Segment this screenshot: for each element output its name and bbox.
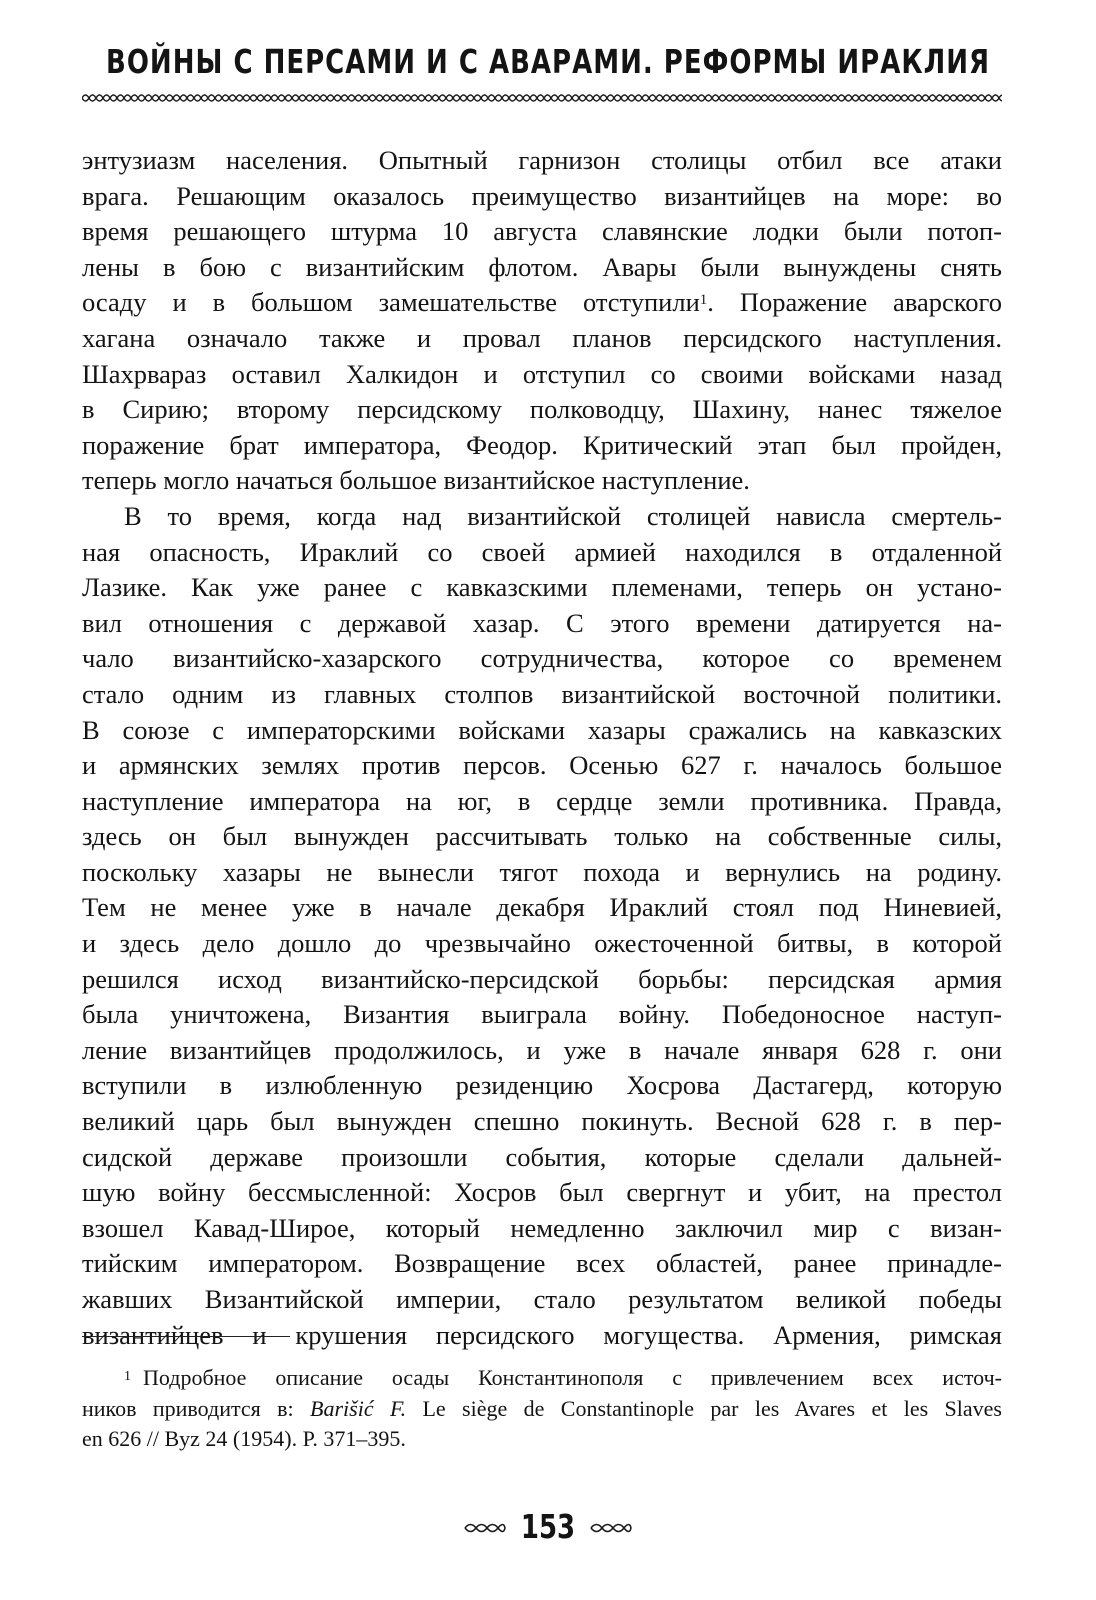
text-line: взошел Кавад-Широе, который немедленно заключил мир с визан- [82,1212,1002,1243]
text-line: и здесь дело дошло до чрезвычайно ожесточенной битвы, в которой [82,928,1002,959]
page-footer [0,1510,1096,1546]
page-number: 153 [520,1509,576,1547]
text-line: в Сирию; второму персидскому полководцу, Шахину, нанес тяжелое [82,394,1002,425]
text-line: В то время, когда над византийской столицей нависла смертель- [124,500,1002,531]
text-line: теперь могло начаться большое византийское наступление. [82,465,750,496]
text-line: и армянских землях против персов. Осенью 627 г. началось большое [82,750,1002,781]
text-segment: . Поражение аварского [707,287,1002,318]
text-line: чало византийско-хазарского сотрудничества, которое со временем [82,643,1002,674]
text-line: великий царь был вынужден спешно покинуть. Весной 628 г. в пер- [82,1106,1002,1137]
text-line: жавших Византийской империи, стало результатом великой победы [82,1284,1002,1314]
text-line: стало одним из главных столпов византийской восточной политики. [82,678,1002,709]
text-line: Шахрвараз оставил Халкидон и отступил со своими войсками назад [82,358,1002,389]
text-line: В союзе с императорскими войсками хазары сражались на кавказских [82,714,1002,745]
text-segment: осаду и в большом замешательстве отступили [82,287,700,318]
text-line: Лазике. Как уже ранее с кавказскими племенами, теперь он устано- [82,572,1002,603]
text-line: тийским императором. Возвращение всех областей, ранее принадле- [82,1248,1002,1279]
text-line: ная опасность, Ираклий со своей армией находился в отдаленной [82,536,1002,567]
text-line: энтузиазм населения. Опытный гарнизон столицы отбил все атаки [82,145,1002,175]
text-segment: ников приводится в: [82,1395,311,1421]
footnote-line: en 626 // Byz 24 (1954). P. 371–395. [82,1426,406,1451]
text-line: наступление императора на юг, в сердце земли противника. Правда, [82,785,1002,816]
text-line: решился исход византийско-персидской борьбы: персидская армия [82,963,1002,994]
text-line: Тем не менее уже в начале декабря Ираклий стоял под Ниневией, [82,892,1002,923]
text-line: византийцев и крушения персидского могущества. Армения, римская [82,1319,1002,1350]
footnote-reference: 1 [699,292,708,309]
footnote-line [82,1394,1002,1425]
text-line: вил отношения с державой хазар. С этого времени датируется на- [82,607,1002,638]
text-segment: Подробное описание осады Константинополя с привлечением всех источ- [143,1365,1002,1390]
text-line: лены в бою с византийским флотом. Авары были вынуждены снять [82,251,1002,282]
header-ornament-rule [82,92,1002,104]
text-line: сидской державе произошли события, которые сделали дальней- [82,1141,1002,1172]
footer-ornament-right-icon [589,1521,633,1535]
paragraph-2 [82,499,1002,1353]
footer-ornament-left-icon [463,1521,507,1535]
text-line: здесь он был вынужден рассчитывать только на собственные силы, [82,821,1002,852]
text-line: поскольку хазары не вынесли тягот похода и вернулись на родину. [82,856,1002,887]
citation-author: Barišić F. [310,1395,407,1421]
footnote-separator [82,1336,290,1337]
text-line: поражение брат императора, Феодор. Критический этап был пройден, [82,429,1002,460]
footnote [82,1363,1002,1455]
footnote-line [82,1363,1002,1394]
main-text [82,143,1002,1353]
text-line: была уничтожена, Византия выиграла войну. Победоносное наступ- [82,999,1002,1030]
running-head: ВОЙНЫ С ПЕРСАМИ И С АВАРАМИ. РЕФОРМЫ ИРАКЛИЯ [106,44,990,82]
footnote-marker: 1 [124,1369,131,1384]
text-line: время решающего штурма 10 августа славянские лодки были потоп- [82,216,1002,247]
text-line: вступили в излюбленную резиденцию Хосрова Дастагерд, которую [82,1070,1002,1101]
text-line: врага. Решающим оказалось преимущество византийцев на море: во [82,180,1002,211]
text-line: шую войну бессмысленной: Хосров был свергнут и убит, на престол [82,1177,1002,1208]
paragraph-1 [82,143,1002,499]
text-line-with-footnote [82,285,1002,321]
text-line: хагана означало также и провал планов персидского наступления. [82,322,1002,353]
text-line: ление византийцев продолжилось, и уже в начале января 628 г. они [82,1034,1002,1065]
text-segment: Le siège de Constantinople par les Avares et les Slaves [406,1395,1002,1421]
